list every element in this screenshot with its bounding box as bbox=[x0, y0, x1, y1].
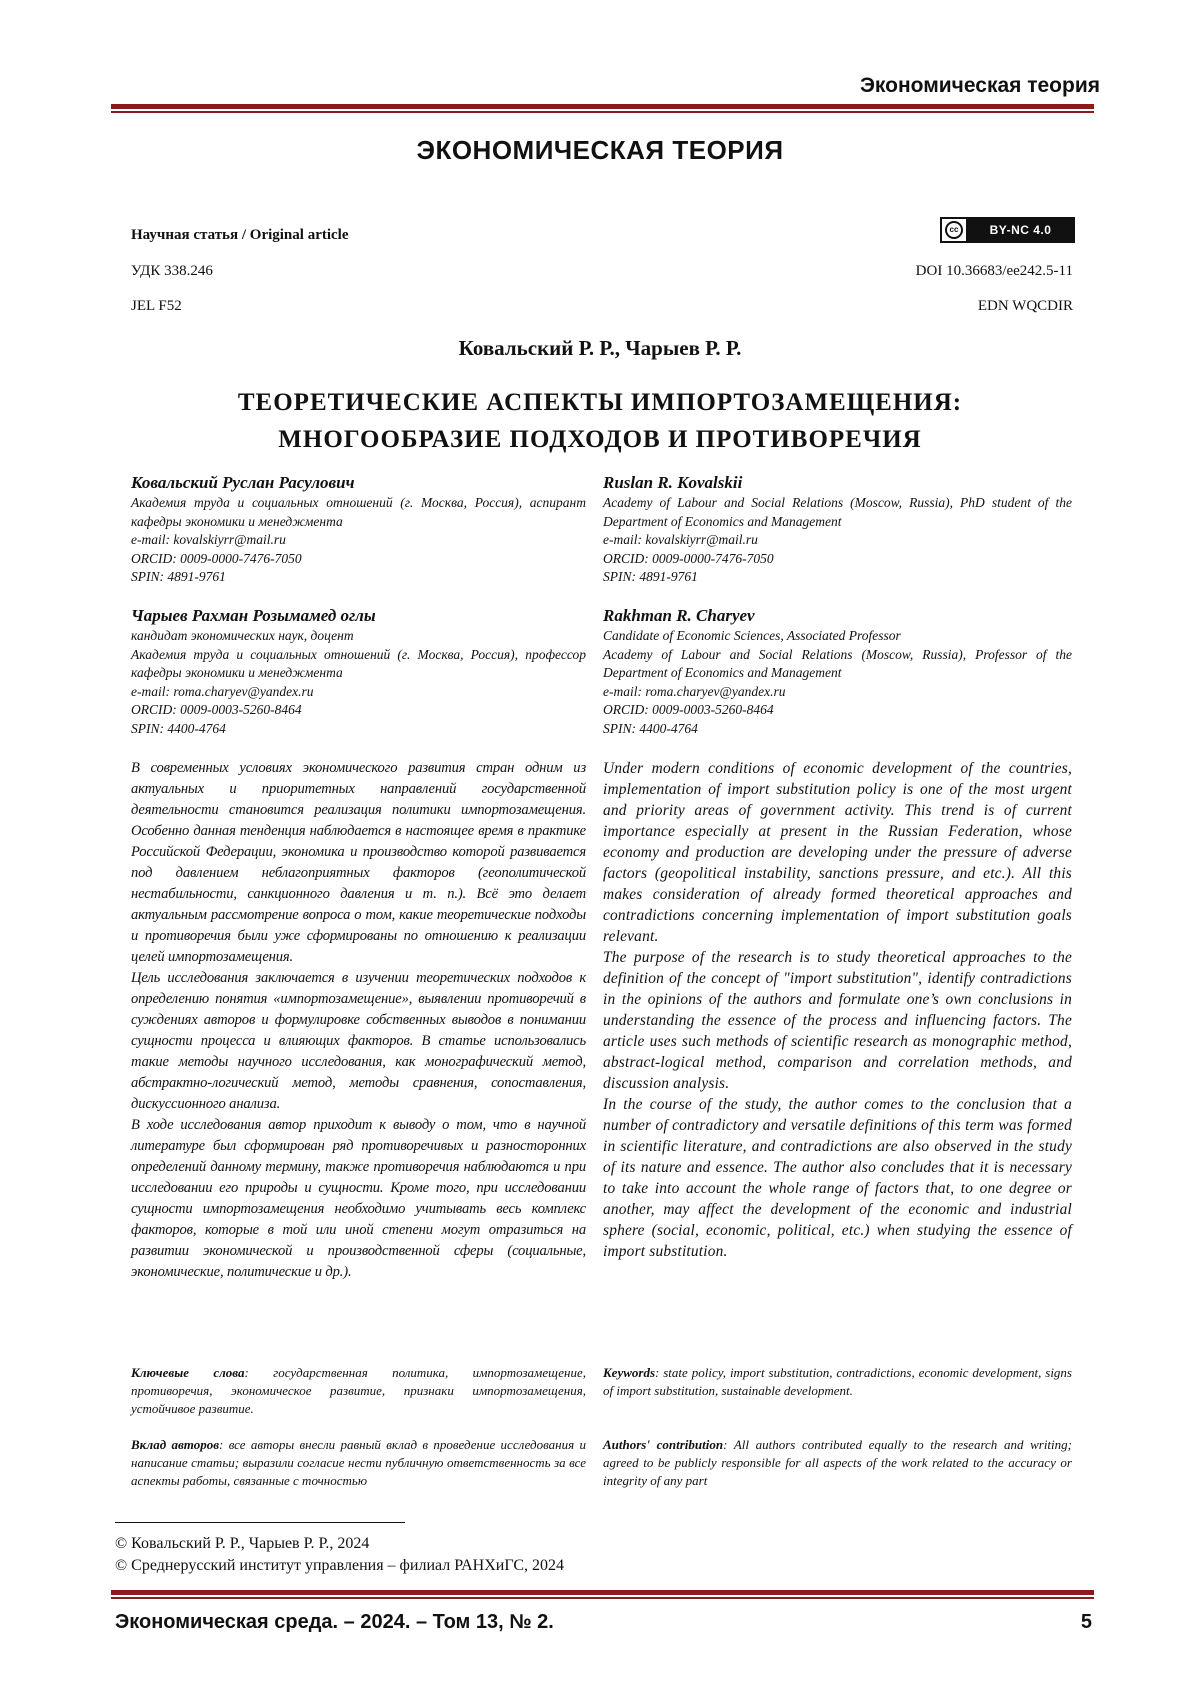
author-name: Ковальский Руслан Расулович bbox=[131, 473, 355, 492]
footnote-rule bbox=[115, 1522, 405, 1523]
author-orcid: ORCID: 0009-0000-7476-7050 bbox=[603, 550, 774, 566]
article-title-line-1: ТЕОРЕТИЧЕСКИЕ АСПЕКТЫ ИМПОРТОЗАМЕЩЕНИЯ: bbox=[237, 389, 963, 416]
contribution-label: Authors' contribution bbox=[603, 1437, 724, 1452]
abstract-ru bbox=[131, 758, 586, 1283]
author-email[interactable]: e-mail: roma.charyev@yandex.ru bbox=[131, 683, 314, 699]
author-name: Ruslan R. Kovalskii bbox=[603, 473, 743, 492]
author-spin: SPIN: 4400-4764 bbox=[131, 720, 226, 736]
abstract-paragraph: The purpose of the research is to study theoretical approaches to the definition of the concept of "import substitution", identify contradictions in the opinions of the authors and formulate one’s own conclusions in understanding the essence of the process and influencing factors. The article uses such methods of scientific research as monographic method, abstract-logical method, comparison and correlation methods, and discussion analysis. bbox=[603, 949, 1072, 1092]
abstract-paragraph: В ходе исследования автор приходит к выводу о том, что в научной литературе был сформирован ряд противоречивых и разносторонних определений данному термину, также противоречия наблюдаются и при исследовании его природы и сущности. Кроме того, при исследовании сущности импортозамещения необходимо учитывать весь комплекс факторов, которые в той или иной степени могут отразиться на развитии экономической и производственной сферы (социальные, экономические, политические и др.). bbox=[131, 1117, 586, 1280]
contribution-text: : все авторы внесли равный вклад в проведение исследования и написание статьи; выразили согласие нести публичную ответственность за все аспекты работы, связанные с точностью bbox=[131, 1437, 586, 1488]
article-title bbox=[0, 384, 1200, 458]
author-name: Rakhman R. Charyev bbox=[603, 606, 755, 625]
author-spin: SPIN: 4891-9761 bbox=[603, 569, 698, 584]
contribution-label: Вклад авторов bbox=[131, 1437, 220, 1452]
header-rule-thick bbox=[111, 104, 1094, 109]
author-degree: кандидат экономических наук, доцент bbox=[131, 628, 354, 643]
jel-code: JEL F52 bbox=[131, 298, 182, 314]
author-degree: Candidate of Economic Sciences, Associated Professor bbox=[603, 628, 901, 643]
abstract-paragraph: Under modern conditions of economic development of the countries, implementation of import substitution policy is one of the most urgent and priority areas of government activity. This trend is of current importance especially at present in the Russian Federation, whose economy and production are developing under the pressure of adverse factors (geopolitical instability, sanctions pressure, and etc.). All this makes consideration of already formed theoretical approaches and contradictions concerning implementation of import substitution goals relevant. bbox=[603, 760, 1072, 945]
author-orcid: ORCID: 0009-0000-7476-7050 bbox=[131, 550, 302, 566]
author-info-ru-2 bbox=[131, 605, 586, 738]
author-email[interactable]: e-mail: roma.charyev@yandex.ru bbox=[603, 683, 786, 699]
footer-rule-thin bbox=[111, 1597, 1094, 1599]
article-type: Научная статья / Original article bbox=[131, 227, 349, 243]
copyright-authors: © Ковальский Р. Р., Чарыев Р. Р., 2024 bbox=[115, 1535, 370, 1552]
author-info-en-1 bbox=[603, 472, 1072, 587]
abstract-paragraph: Цель исследования заключается в изучении теоретических подходов к определению понятия «импортозамещение», выявлении противоречий в суждениях авторов и формулировке собственных выводов в понимании сущности процесса и влияющих факторов. В статье использовались такие методы научного исследования, как монографический метод, абстрактно-логический метод, методы сравнения, сопоставления, дискуссионного анализа. bbox=[131, 970, 586, 1112]
cc-icon: cc bbox=[942, 219, 968, 241]
copyright-institution: © Среднерусский институт управления – филиал РАНХиГС, 2024 bbox=[115, 1557, 565, 1574]
keywords-label: Keywords bbox=[603, 1365, 655, 1380]
article-title-line-2: МНОГООБРАЗИЕ ПОДХОДОВ И ПРОТИВОРЕЧИЯ bbox=[278, 426, 922, 453]
author-spin: SPIN: 4891-9761 bbox=[131, 569, 226, 584]
author-affiliation: Академия труда и социальных отношений (г. Москва, Россия), профессор кафедры экономики и менеджмента bbox=[131, 646, 586, 680]
authors-line: Ковальский Р. Р., Чарыев Р. Р. bbox=[458, 336, 742, 360]
author-name: Чарыев Рахман Розымамед оглы bbox=[131, 606, 376, 625]
journal-citation: Экономическая среда. – 2024. – Том 13, № 2. bbox=[115, 1611, 554, 1633]
author-spin: SPIN: 4400-4764 bbox=[603, 720, 698, 736]
author-affiliation: Academy of Labour and Social Relations (Moscow, Russia), Professor of the Department of Economics and Management bbox=[603, 646, 1072, 680]
running-head: Экономическая теория bbox=[859, 74, 1100, 97]
abstract-paragraph: In the course of the study, the author comes to the conclusion that a number of contradictory and versatile definitions of this term was formed in scientific literature, and contradictions are also observed in the study of its nature and essence. The author also concludes that it is necessary to take into account the whole range of factors that, to one degree or another, may affect the development of the economic and industrial sphere (social, economic, political, etc.) when studying the essence of import substitution. bbox=[603, 1096, 1072, 1260]
license-label: BY-NC 4.0 bbox=[968, 219, 1073, 241]
contribution-en bbox=[603, 1436, 1072, 1490]
author-orcid: ORCID: 0009-0003-5260-8464 bbox=[603, 702, 774, 717]
udc-code: УДК 338.246 bbox=[131, 263, 213, 279]
author-email[interactable]: e-mail: kovalskiyrr@mail.ru bbox=[131, 532, 286, 547]
edn-code: EDN WQCDIR bbox=[977, 298, 1073, 314]
keywords-ru bbox=[131, 1364, 586, 1418]
keywords-label: Ключевые слова bbox=[131, 1365, 245, 1380]
author-affiliation: Академия труда и социальных отношений (г. Москва, Россия), аспирант кафедры экономики и менеджмента bbox=[131, 495, 586, 529]
author-info-en-2 bbox=[603, 605, 1072, 738]
page-number: 5 bbox=[1080, 1611, 1092, 1633]
author-email[interactable]: e-mail: kovalskiyrr@mail.ru bbox=[603, 532, 758, 547]
keywords-en bbox=[603, 1364, 1072, 1400]
author-orcid: ORCID: 0009-0003-5260-8464 bbox=[131, 702, 302, 717]
abstract-en bbox=[603, 758, 1072, 1262]
author-info-ru-1 bbox=[131, 472, 586, 587]
section-title: ЭКОНОМИЧЕСКАЯ ТЕОРИЯ bbox=[416, 135, 784, 165]
header-rule-thin bbox=[111, 111, 1094, 113]
keywords-text: : state policy, import substitution, contradictions, economic development, signs of import substitution, sustainable development. bbox=[603, 1365, 1072, 1398]
contribution-text: : All authors contributed equally to the research and writing; agreed to be publicly responsible for all aspects of the work related to the accuracy or integrity of any part bbox=[603, 1437, 1072, 1488]
license-badge[interactable] bbox=[940, 217, 1075, 243]
doi[interactable]: DOI 10.36683/ee242.5-11 bbox=[915, 263, 1073, 279]
contribution-ru bbox=[131, 1436, 586, 1490]
keywords-text: : государственная политика, импортозамещение, противоречия, экономическое развитие, признаки импортозамещения, устойчивое развитие. bbox=[131, 1365, 586, 1416]
footer-rule-thick bbox=[111, 1590, 1094, 1595]
abstract-paragraph: В современных условиях экономического развития стран одним из актуальных и приоритетных направлений государственной деятельности становится реализация политики импортозамещения. Особенно данная тенденция наблюдается в настоящее время в практике Российской Федерации, экономика и производство которой развивается под давлением неблагоприятных факторов (геополитической нестабильности, санкционного давления и т. п.). Всё это делает актуальным рассмотрение вопроса о том, какие теоретические подходы и противоречия были уже сформированы по отношению к реализации целей импортозамещения. bbox=[131, 760, 586, 965]
author-affiliation: Academy of Labour and Social Relations (Moscow, Russia), PhD student of the Department of Economics and Management bbox=[603, 495, 1072, 529]
